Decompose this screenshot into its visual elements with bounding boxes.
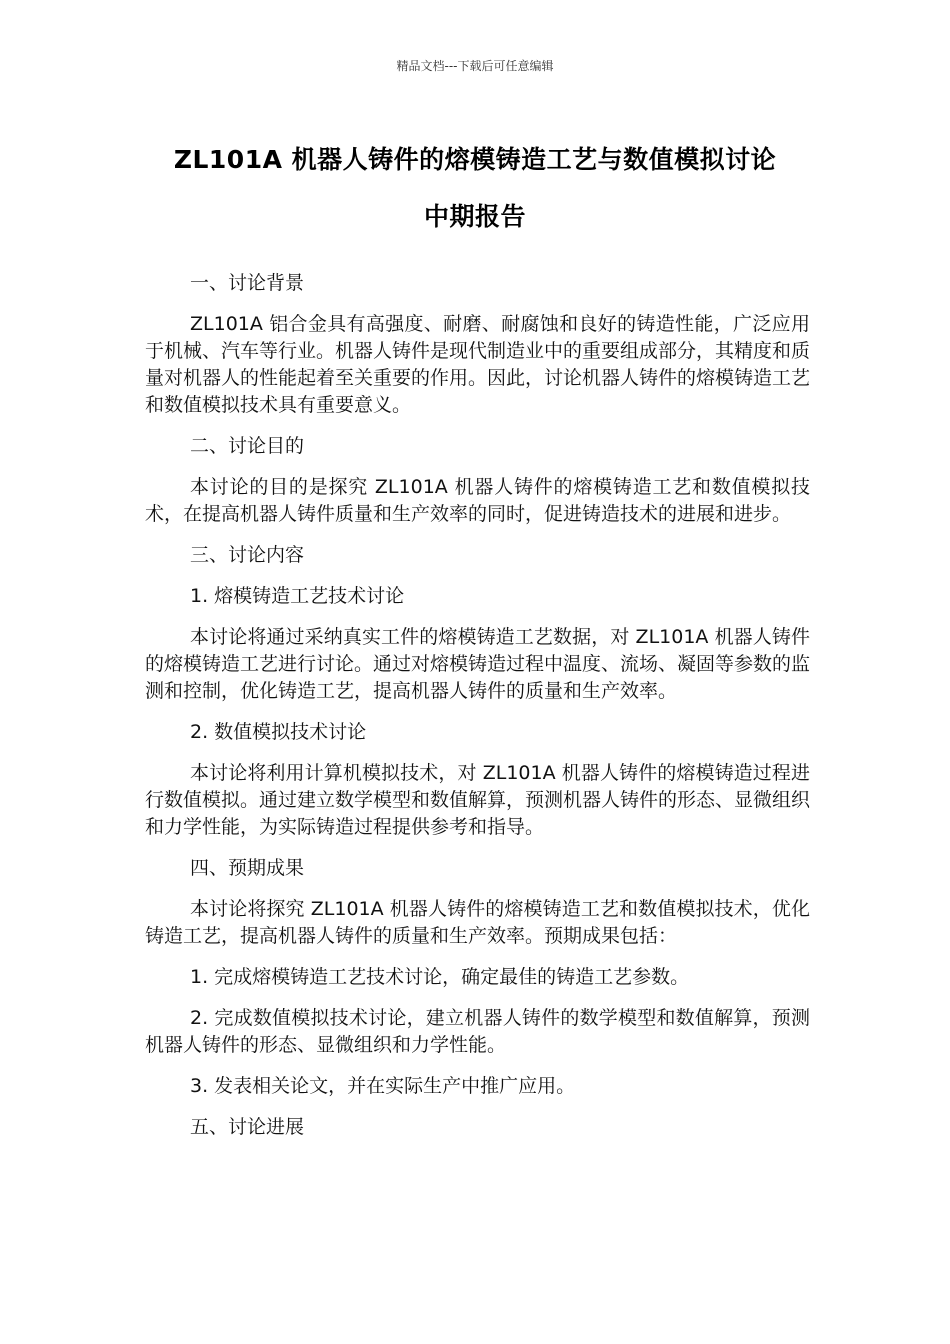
paragraph-outcomes: 本讨论将探究 ZL101A 机器人铸件的熔模铸造工艺和数值模拟技术，优化铸造工艺，提高机器人铸件的质量和生产效率。预期成果包括： — [145, 898, 810, 947]
paragraph-casting: 本讨论将通过采纳真实工件的熔模铸造工艺数据，对 ZL101A 机器人铸件的熔模铸造工艺进行讨论。通过对熔模铸造过程中温度、流场、凝固等参数的监测和控制，优化铸造工艺，提高机器人铸件的质量和生产效率。 — [145, 626, 811, 702]
section-heading-progress: 五、讨论进展 — [190, 1116, 305, 1138]
section-heading-background: 一、讨论背景 — [190, 272, 305, 294]
section-heading-outcomes: 四、预期成果 — [190, 857, 305, 879]
document-title: ZL101A 机器人铸件的熔模铸造工艺与数值模拟讨论 — [173, 145, 777, 174]
outcome-item-2: 2. 完成数值模拟技术讨论，建立机器人铸件的数学模型和数值解算，预测机器人铸件的形态、显微组织和力学性能。 — [145, 1007, 810, 1056]
paragraph-simulation: 本讨论将利用计算机模拟技术，对 ZL101A 机器人铸件的熔模铸造过程进行数值模拟。通过建立数学模型和数值解算，预测机器人铸件的形态、显微组织和力学性能，为实际铸造过程提供参考和指导。 — [145, 762, 811, 838]
section-heading-content: 三、讨论内容 — [190, 544, 305, 566]
subsection-heading-casting: 1. 熔模铸造工艺技术讨论 — [190, 585, 405, 607]
paragraph-background: ZL101A 铝合金具有高强度、耐磨、耐腐蚀和良好的铸造性能，广泛应用于机械、汽车等行业。机器人铸件是现代制造业中的重要组成部分，其精度和质量对机器人的性能起着至关重要的作用。因此，讨论机器人铸件的熔模铸造工艺和数值模拟技术具有重要意义。 — [145, 313, 811, 416]
page-header-note: 精品文档---下载后可任意编辑 — [396, 59, 554, 73]
document-body — [145, 270, 810, 1155]
section-heading-purpose: 二、讨论目的 — [190, 435, 305, 457]
paragraph-purpose: 本讨论的目的是探究 ZL101A 机器人铸件的熔模铸造工艺和数值模拟技术，在提高机器人铸件质量和生产效率的同时，促进铸造技术的进展和进步。 — [145, 476, 810, 525]
outcome-item-3: 3. 发表相关论文，并在实际生产中推广应用。 — [190, 1075, 576, 1097]
outcome-item-1: 1. 完成熔模铸造工艺技术讨论，确定最佳的铸造工艺参数。 — [190, 966, 690, 988]
document-subtitle: 中期报告 — [423, 202, 526, 231]
subsection-heading-simulation: 2. 数值模拟技术讨论 — [190, 721, 367, 743]
